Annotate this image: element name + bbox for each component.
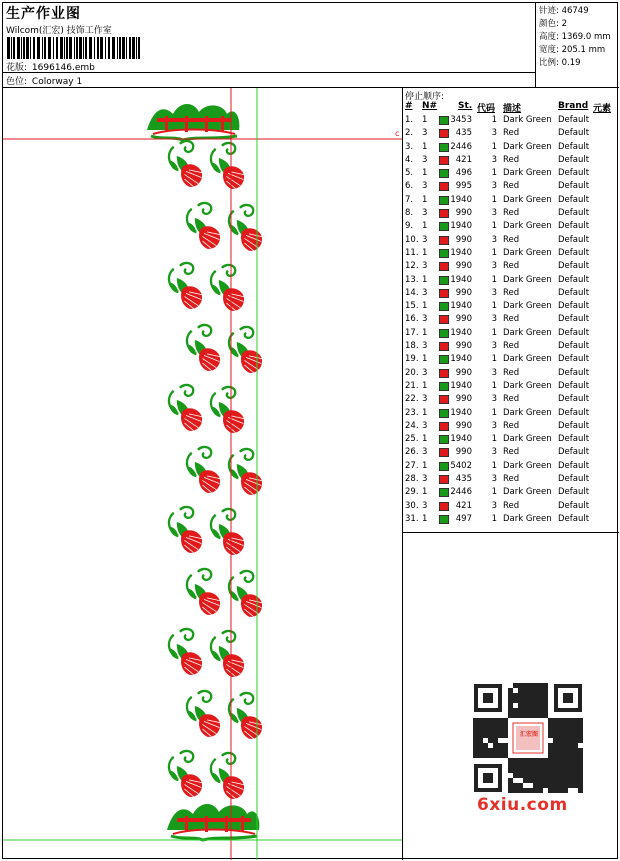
stop-code: 3 — [491, 447, 497, 458]
bud-motif — [211, 265, 245, 311]
stop-needle: 1 — [422, 274, 428, 285]
stop-brand: Default — [558, 234, 590, 245]
stop-index: 3. — [405, 141, 414, 152]
stop-index: 17. — [405, 327, 419, 338]
stop-stitches: 421 — [455, 500, 472, 511]
stop-code: 1 — [491, 513, 497, 524]
stat-width-label: 宽度: — [539, 45, 559, 55]
stop-needle: 3 — [422, 234, 428, 245]
stop-code: 3 — [491, 128, 497, 139]
stop-needle: 1 — [422, 380, 428, 391]
stop-description: Red — [503, 341, 520, 352]
stop-brand: Default — [558, 274, 590, 285]
stop-brand: Default — [558, 208, 590, 219]
stop-code: 1 — [491, 301, 497, 312]
bud-motif — [211, 509, 245, 555]
stop-stitches: 1940 — [450, 327, 472, 338]
stop-index: 25. — [405, 434, 419, 445]
stop-stitches: 435 — [455, 474, 472, 485]
stop-brand: Default — [558, 314, 590, 325]
stop-description: Dark Green — [503, 194, 552, 205]
table-row — [403, 207, 619, 220]
stop-stitches: 1940 — [450, 407, 472, 418]
table-row — [403, 180, 619, 193]
design-preview — [3, 88, 403, 860]
table-row — [403, 260, 619, 273]
stop-brand: Default — [558, 261, 590, 272]
stop-code: 1 — [491, 380, 497, 391]
stop-needle: 1 — [422, 194, 428, 205]
stop-stitches: 1940 — [450, 354, 472, 365]
header-info — [3, 3, 536, 88]
col-header-needle: N# — [422, 101, 438, 111]
col-header-brand: Brand — [558, 101, 589, 111]
stop-description: Red — [503, 261, 520, 272]
page-title: 生产作业图 — [6, 6, 81, 22]
stop-description: Dark Green — [503, 141, 552, 152]
stop-needle: 1 — [422, 247, 428, 258]
stop-description: Dark Green — [503, 274, 552, 285]
stop-needle: 1 — [422, 301, 428, 312]
table-row — [403, 460, 619, 473]
stop-brand: Default — [558, 194, 590, 205]
stop-index: 1. — [405, 115, 414, 125]
table-row — [403, 220, 619, 233]
design-file-label: 花版: — [6, 63, 28, 73]
stop-index: 9. — [405, 221, 414, 232]
stop-brand: Default — [558, 327, 590, 338]
stop-stitches: 990 — [455, 341, 472, 352]
stop-description: Dark Green — [503, 221, 552, 232]
stop-brand: Default — [558, 141, 590, 152]
stop-needle: 3 — [422, 367, 428, 378]
stop-code: 1 — [491, 434, 497, 445]
design-stats — [536, 3, 619, 88]
bud-motif — [169, 141, 203, 187]
table-row — [403, 500, 619, 513]
stop-code: 3 — [491, 261, 497, 272]
stop-brand: Default — [558, 115, 590, 125]
stop-code: 3 — [491, 287, 497, 298]
stop-code: 3 — [491, 394, 497, 405]
stop-needle: 1 — [422, 221, 428, 232]
stop-description: Dark Green — [503, 327, 552, 338]
stop-needle: 3 — [422, 208, 428, 219]
stop-stitches: 5402 — [450, 460, 472, 471]
corner-mark: c — [395, 129, 400, 138]
stat-scale-label: 比例: — [539, 58, 559, 68]
stop-stitches: 995 — [455, 181, 472, 192]
stop-stitches: 990 — [455, 287, 472, 298]
stop-description: Dark Green — [503, 115, 552, 125]
stop-index: 14. — [405, 287, 419, 298]
stop-brand: Default — [558, 301, 590, 312]
stop-brand: Default — [558, 341, 590, 352]
stop-code: 1 — [491, 221, 497, 232]
stop-code: 1 — [491, 460, 497, 471]
bud-motif — [169, 263, 203, 309]
header-divider — [3, 72, 536, 73]
table-row — [403, 340, 619, 353]
stop-stitches: 421 — [455, 154, 472, 165]
col-header-element: 元素 — [593, 104, 612, 114]
qr-watermark-area — [403, 533, 619, 860]
stop-index: 13. — [405, 274, 419, 285]
stop-needle: 3 — [422, 447, 428, 458]
stop-needle: 1 — [422, 141, 428, 152]
company-name: Wilcom(汇宏) 技饰工作室 — [6, 26, 112, 36]
stop-brand: Default — [558, 407, 590, 418]
table-row — [403, 313, 619, 326]
stop-stitches: 1940 — [450, 247, 472, 258]
site-watermark: 6xiu.com — [477, 795, 568, 815]
col-header-stitches: St. — [458, 101, 473, 111]
colorway-value: Colorway 1 — [31, 77, 83, 87]
stop-description: Red — [503, 128, 520, 139]
stop-needle: 1 — [422, 327, 428, 338]
table-row — [403, 513, 619, 526]
stop-brand: Default — [558, 447, 590, 458]
stop-needle: 3 — [422, 474, 428, 485]
stop-brand: Default — [558, 420, 590, 431]
table-row — [403, 167, 619, 180]
stop-code: 1 — [491, 168, 497, 179]
table-row — [403, 473, 619, 486]
stop-code: 3 — [491, 314, 497, 325]
stop-stitches: 990 — [455, 447, 472, 458]
stop-brand: Default — [558, 247, 590, 258]
stop-stitches: 990 — [455, 420, 472, 431]
stop-needle: 3 — [422, 500, 428, 511]
stop-code: 3 — [491, 420, 497, 431]
table-row — [403, 127, 619, 140]
design-file-value: 1696146.emb — [31, 63, 95, 73]
bud-motif — [211, 143, 245, 189]
stop-code: 3 — [491, 341, 497, 352]
col-header-code: 代码 — [477, 104, 496, 114]
stat-height-value: 1369.0 mm — [561, 32, 611, 42]
embroidery-design — [3, 88, 403, 860]
stop-index: 7. — [405, 194, 414, 205]
stop-needle: 1 — [422, 407, 428, 418]
bud-motif — [169, 385, 203, 431]
stop-description: Red — [503, 208, 520, 219]
stop-stitches: 990 — [455, 234, 472, 245]
table-row — [403, 353, 619, 366]
stop-description: Red — [503, 394, 520, 405]
stat-colors — [539, 18, 619, 31]
stop-description: Red — [503, 234, 520, 245]
stat-width-value: 205.1 mm — [561, 45, 606, 55]
stop-description: Dark Green — [503, 380, 552, 391]
table-row — [403, 367, 619, 380]
stat-colors-value: 2 — [561, 19, 567, 29]
stop-index: 20. — [405, 367, 419, 378]
stop-code: 1 — [491, 141, 497, 152]
bud-motif — [169, 629, 203, 675]
bottom-border-motif — [167, 804, 259, 840]
table-row — [403, 247, 619, 260]
stop-needle: 3 — [422, 261, 428, 272]
stop-index: 8. — [405, 208, 414, 219]
stop-sequence-title: 停止顺序: — [405, 92, 445, 102]
production-sheet — [2, 2, 618, 859]
bud-motif — [211, 631, 245, 677]
stat-stitches-value: 46749 — [561, 6, 589, 16]
col-header-index: # — [405, 101, 413, 111]
qr-badge-text: 汇宏图 — [519, 731, 538, 738]
bud-motif — [187, 203, 221, 249]
stop-code: 1 — [491, 354, 497, 365]
stop-index: 12. — [405, 261, 419, 272]
stop-brand: Default — [558, 221, 590, 232]
stop-description: Red — [503, 474, 520, 485]
table-row — [403, 154, 619, 167]
stat-stitches-label: 针迹: — [539, 6, 559, 16]
stop-brand: Default — [558, 367, 590, 378]
stop-stitches: 497 — [455, 513, 472, 524]
stop-stitches: 990 — [455, 367, 472, 378]
stop-stitches: 990 — [455, 394, 472, 405]
table-row — [403, 141, 619, 154]
stop-description: Red — [503, 181, 520, 192]
colorway-label: 色位: — [6, 77, 28, 87]
stop-stitches: 990 — [455, 261, 472, 272]
stop-needle: 1 — [422, 115, 428, 125]
stop-index: 24. — [405, 420, 419, 431]
table-row — [403, 380, 619, 393]
bud-motif — [229, 205, 263, 251]
stop-description: Dark Green — [503, 513, 552, 524]
stat-scale — [539, 57, 619, 70]
stop-code: 1 — [491, 327, 497, 338]
stat-height-label: 高度: — [539, 32, 559, 42]
stop-index: 16. — [405, 314, 419, 325]
table-row — [403, 274, 619, 287]
stop-stitches: 1940 — [450, 301, 472, 312]
bud-motif — [169, 507, 203, 553]
bud-motif — [211, 387, 245, 433]
stop-index: 31. — [405, 513, 419, 524]
table-row — [403, 486, 619, 499]
stop-brand: Default — [558, 394, 590, 405]
stop-description: Red — [503, 500, 520, 511]
stop-brand: Default — [558, 168, 590, 179]
top-border-motif — [147, 104, 239, 140]
table-row — [403, 114, 619, 127]
stop-needle: 3 — [422, 287, 428, 298]
stop-index: 21. — [405, 380, 419, 391]
stop-code: 3 — [491, 474, 497, 485]
bud-motif — [169, 751, 203, 797]
stop-needle: 3 — [422, 128, 428, 139]
stop-needle: 3 — [422, 181, 428, 192]
bud-motif — [187, 325, 221, 371]
stop-needle: 1 — [422, 168, 428, 179]
qr-code-icon — [473, 683, 583, 793]
stop-code: 3 — [491, 154, 497, 165]
bud-motif — [229, 571, 263, 617]
stop-description: Dark Green — [503, 301, 552, 312]
stop-brand: Default — [558, 500, 590, 511]
stop-index: 5. — [405, 168, 414, 179]
stop-brand: Default — [558, 474, 590, 485]
stop-index: 15. — [405, 301, 419, 312]
table-row — [403, 393, 619, 406]
table-row — [403, 420, 619, 433]
bud-motif — [187, 569, 221, 615]
stop-description: Dark Green — [503, 354, 552, 365]
embroidery-motifs — [147, 104, 263, 840]
stat-scale-value: 0.19 — [561, 58, 581, 68]
stop-stitches: 1940 — [450, 434, 472, 445]
stop-stitches: 1940 — [450, 221, 472, 232]
table-row — [403, 300, 619, 313]
stat-stitches — [539, 5, 619, 18]
stop-code: 1 — [491, 115, 497, 125]
stop-description: Red — [503, 154, 520, 165]
stop-stitches: 3453 — [450, 115, 472, 125]
stop-description: Dark Green — [503, 168, 552, 179]
stop-stitches: 1940 — [450, 194, 472, 205]
stop-index: 29. — [405, 487, 419, 498]
stop-needle: 1 — [422, 487, 428, 498]
stop-brand: Default — [558, 354, 590, 365]
stop-code: 1 — [491, 487, 497, 498]
table-row — [403, 327, 619, 340]
stop-needle: 3 — [422, 314, 428, 325]
stop-needle: 3 — [422, 341, 428, 352]
stop-sequence-rows — [403, 114, 619, 526]
stop-brand: Default — [558, 128, 590, 139]
stop-stitches: 2446 — [450, 487, 472, 498]
col-header-description: 描述 — [503, 104, 522, 114]
stop-needle: 1 — [422, 354, 428, 365]
stop-index: 28. — [405, 474, 419, 485]
stop-index: 23. — [405, 407, 419, 418]
stat-width — [539, 44, 619, 57]
stop-sequence-panel — [403, 88, 619, 533]
stop-description: Dark Green — [503, 247, 552, 258]
stop-index: 10. — [405, 234, 419, 245]
stop-description: Red — [503, 420, 520, 431]
stop-index: 2. — [405, 128, 414, 139]
table-row — [403, 407, 619, 420]
stop-brand: Default — [558, 380, 590, 391]
stop-stitches: 435 — [455, 128, 472, 139]
stop-stitches: 990 — [455, 314, 472, 325]
barcode-icon — [7, 37, 142, 59]
stop-stitches: 2446 — [450, 141, 472, 152]
stop-code: 1 — [491, 407, 497, 418]
stop-needle: 3 — [422, 394, 428, 405]
table-row — [403, 433, 619, 446]
stop-needle: 1 — [422, 513, 428, 524]
bud-motif — [229, 327, 263, 373]
stop-code: 1 — [491, 194, 497, 205]
stop-index: 26. — [405, 447, 419, 458]
stop-description: Dark Green — [503, 407, 552, 418]
bud-motif — [229, 449, 263, 495]
stop-code: 3 — [491, 181, 497, 192]
stop-stitches: 990 — [455, 208, 472, 219]
stop-index: 27. — [405, 460, 419, 471]
stop-code: 3 — [491, 234, 497, 245]
stop-brand: Default — [558, 434, 590, 445]
stop-code: 3 — [491, 208, 497, 219]
stop-brand: Default — [558, 154, 590, 165]
stop-brand: Default — [558, 181, 590, 192]
stop-index: 4. — [405, 154, 414, 165]
stop-description: Red — [503, 314, 520, 325]
bud-motif — [187, 691, 221, 737]
stop-description: Red — [503, 447, 520, 458]
stop-brand: Default — [558, 487, 590, 498]
stat-colors-label: 颜色: — [539, 19, 559, 29]
stop-index: 11. — [405, 247, 419, 258]
stop-index: 30. — [405, 500, 419, 511]
stop-stitches: 1940 — [450, 274, 472, 285]
stop-code: 1 — [491, 247, 497, 258]
stop-needle: 3 — [422, 420, 428, 431]
table-row — [403, 194, 619, 207]
stop-index: 18. — [405, 341, 419, 352]
stop-description: Dark Green — [503, 434, 552, 445]
stop-stitches: 1940 — [450, 380, 472, 391]
stop-code: 3 — [491, 367, 497, 378]
stop-needle: 1 — [422, 434, 428, 445]
stop-brand: Default — [558, 513, 590, 524]
bud-motif — [211, 753, 245, 799]
stop-index: 6. — [405, 181, 414, 192]
stop-brand: Default — [558, 460, 590, 471]
table-row — [403, 446, 619, 459]
stop-description: Red — [503, 287, 520, 298]
table-row — [403, 234, 619, 247]
stop-index: 19. — [405, 354, 419, 365]
stop-needle: 1 — [422, 460, 428, 471]
stop-needle: 3 — [422, 154, 428, 165]
bud-motif — [229, 693, 263, 739]
colorway-line — [6, 74, 82, 87]
stop-index: 22. — [405, 394, 419, 405]
stop-brand: Default — [558, 287, 590, 298]
table-row — [403, 287, 619, 300]
stop-description: Dark Green — [503, 460, 552, 471]
bud-motif — [187, 447, 221, 493]
stat-height — [539, 31, 619, 44]
stop-code: 3 — [491, 500, 497, 511]
stop-description: Dark Green — [503, 487, 552, 498]
stop-code: 1 — [491, 274, 497, 285]
stop-description: Red — [503, 367, 520, 378]
stop-stitches: 496 — [455, 168, 472, 179]
